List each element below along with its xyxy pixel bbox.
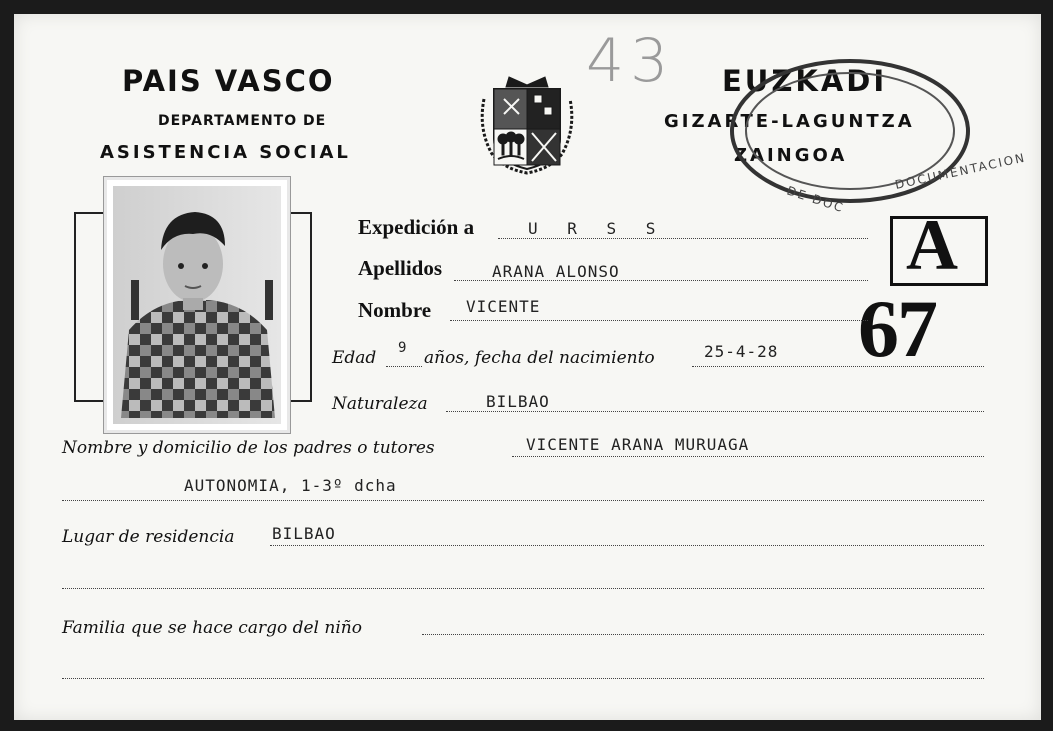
- apellidos-label: Apellidos: [358, 256, 443, 280]
- naturaleza-value: BILBAO: [486, 392, 550, 411]
- header-left-department: ASISTENCIA SOCIAL: [100, 142, 351, 163]
- child-photo: [104, 177, 290, 433]
- svg-text:DOCUMENTACION: DOCUMENTACION: [893, 150, 1028, 192]
- header-right-title: EUZKADI: [722, 64, 888, 98]
- coat-of-arms-emblem: [474, 69, 580, 183]
- padres-line-2: [62, 500, 984, 501]
- edad-line: [386, 366, 422, 367]
- familia-line-2: [62, 678, 984, 679]
- record-card: [14, 14, 1041, 720]
- svg-text:DE DOC: DE DOC: [785, 183, 847, 216]
- edad-label: Edad: [332, 348, 377, 368]
- naturaleza-label: Naturaleza: [332, 394, 428, 414]
- expedicion-value: U R S S: [528, 219, 666, 238]
- residencia-line: [270, 545, 984, 546]
- nombre-line: [450, 320, 868, 321]
- header-left-title: PAIS VASCO: [122, 64, 335, 98]
- nombre-value: VICENTE: [466, 297, 541, 316]
- nombre-label: Nombre: [358, 298, 432, 322]
- fecha-nacimiento-value: 25-4-28: [704, 342, 779, 361]
- expedicion-label: Expedición a: [358, 215, 475, 239]
- padres-line: [512, 456, 984, 457]
- fecha-nacimiento-label: años, fecha del nacimiento: [424, 348, 655, 368]
- expedicion-line: [498, 238, 868, 239]
- residencia-value: BILBAO: [272, 524, 336, 543]
- pencil-number: 43: [586, 26, 675, 96]
- header-right-department: ZAINGOA: [734, 145, 848, 166]
- fecha-nacimiento-line: [692, 366, 984, 367]
- naturaleza-line: [446, 411, 984, 412]
- familia-label: Familia que se hace cargo del niño: [62, 618, 362, 638]
- residencia-line-2: [62, 588, 984, 589]
- padres-value: VICENTE ARANA MURUAGA: [526, 435, 750, 454]
- card-number: 67: [858, 283, 936, 374]
- familia-line: [422, 634, 984, 635]
- category-letter: A: [906, 205, 958, 285]
- residencia-label: Lugar de residencia: [62, 527, 235, 547]
- padres-address-value: AUTONOMIA, 1-3º dcha: [184, 476, 397, 495]
- header-left-subtitle: DEPARTAMENTO DE: [158, 113, 327, 129]
- edad-value: 9: [398, 340, 408, 356]
- apellidos-value: ARANA ALONSO: [492, 262, 620, 281]
- header-right-subtitle: GIZARTE-LAGUNTZA: [664, 111, 915, 132]
- padres-label: Nombre y domicilio de los padres o tutores: [62, 438, 435, 458]
- official-stamp: [726, 54, 1028, 216]
